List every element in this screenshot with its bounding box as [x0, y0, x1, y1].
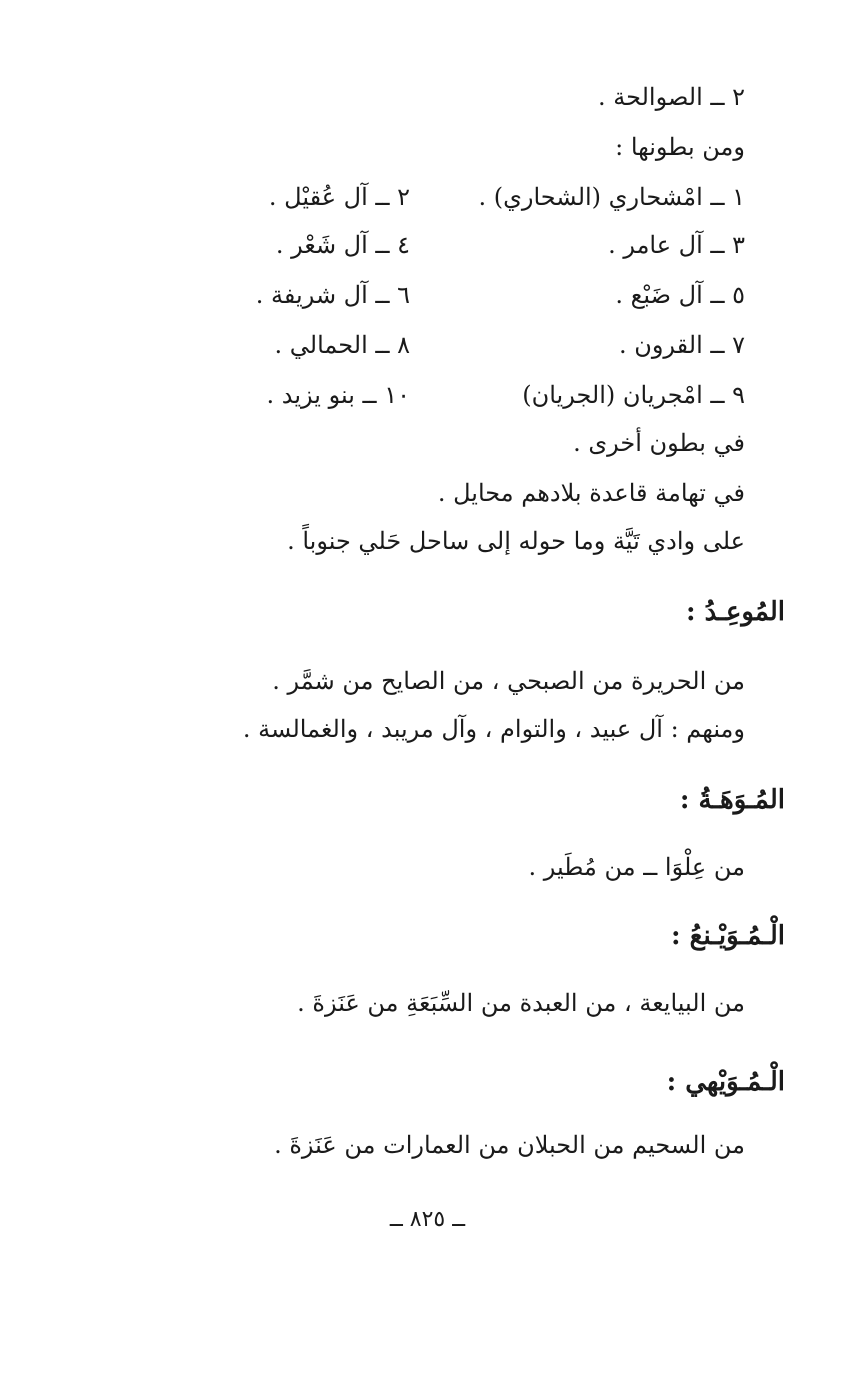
text-line: في تهامة قاعدة بلادهم محايل . [437, 479, 745, 507]
text-line: على وادي تَيَّة وما حوله إلى ساحل حَلي جنوباً . [287, 527, 745, 555]
list-item: ٩ ــ امْجريان (الجريان) [522, 381, 745, 409]
entry-heading: الْـمُـوَيْـنعُ : [670, 921, 785, 951]
page-number: ــ ٨٢٥ ــ [389, 1207, 466, 1232]
entry-heading: المُوعِـدُ : [685, 597, 785, 627]
list-item: ١ ــ امْشحاري (الشحاري) . [478, 183, 745, 211]
entry-text: من السحيم من الحبلان من العمارات من عَنَزةَ . [274, 1131, 745, 1159]
list-item: ٢ ــ آل عُقيْل . [268, 183, 410, 211]
text-line: ومن بطونها : [615, 133, 745, 161]
list-item: ٣ ــ آل عامر . [608, 231, 745, 259]
list-item: ٦ ــ آل شريفة . [255, 281, 410, 309]
list-item: ٤ ــ آل شَعْر . [275, 231, 410, 259]
entry-text: ومنهم : آل عبيد ، والتوام ، وآل مريبد ، والغمالسة . [242, 715, 745, 743]
entry-text: من الحريرة من الصبحي ، من الصايح من شمَّر . [272, 667, 745, 695]
entry-heading: المُـوَهَـةُ : [679, 785, 785, 815]
list-item: ٨ ــ الحمالي . [274, 331, 410, 359]
text-line: ٢ ــ الصوالحة . [598, 83, 745, 111]
list-item: ١٠ ــ بنو يزيد . [266, 381, 410, 409]
list-item: ٧ ــ القرون . [618, 331, 745, 359]
text-line: في بطون أخرى . [573, 429, 745, 457]
entry-heading: الْـمُـوَيْهي : [666, 1067, 785, 1097]
list-item: ٥ ــ آل ضَبْع . [615, 281, 745, 309]
entry-text: من عِلْوَا ــ من مُطَير . [528, 853, 745, 881]
entry-text: من البيايعة ، من العبدة من السِّبَعَةِ من عَنَزةَ . [297, 989, 745, 1017]
